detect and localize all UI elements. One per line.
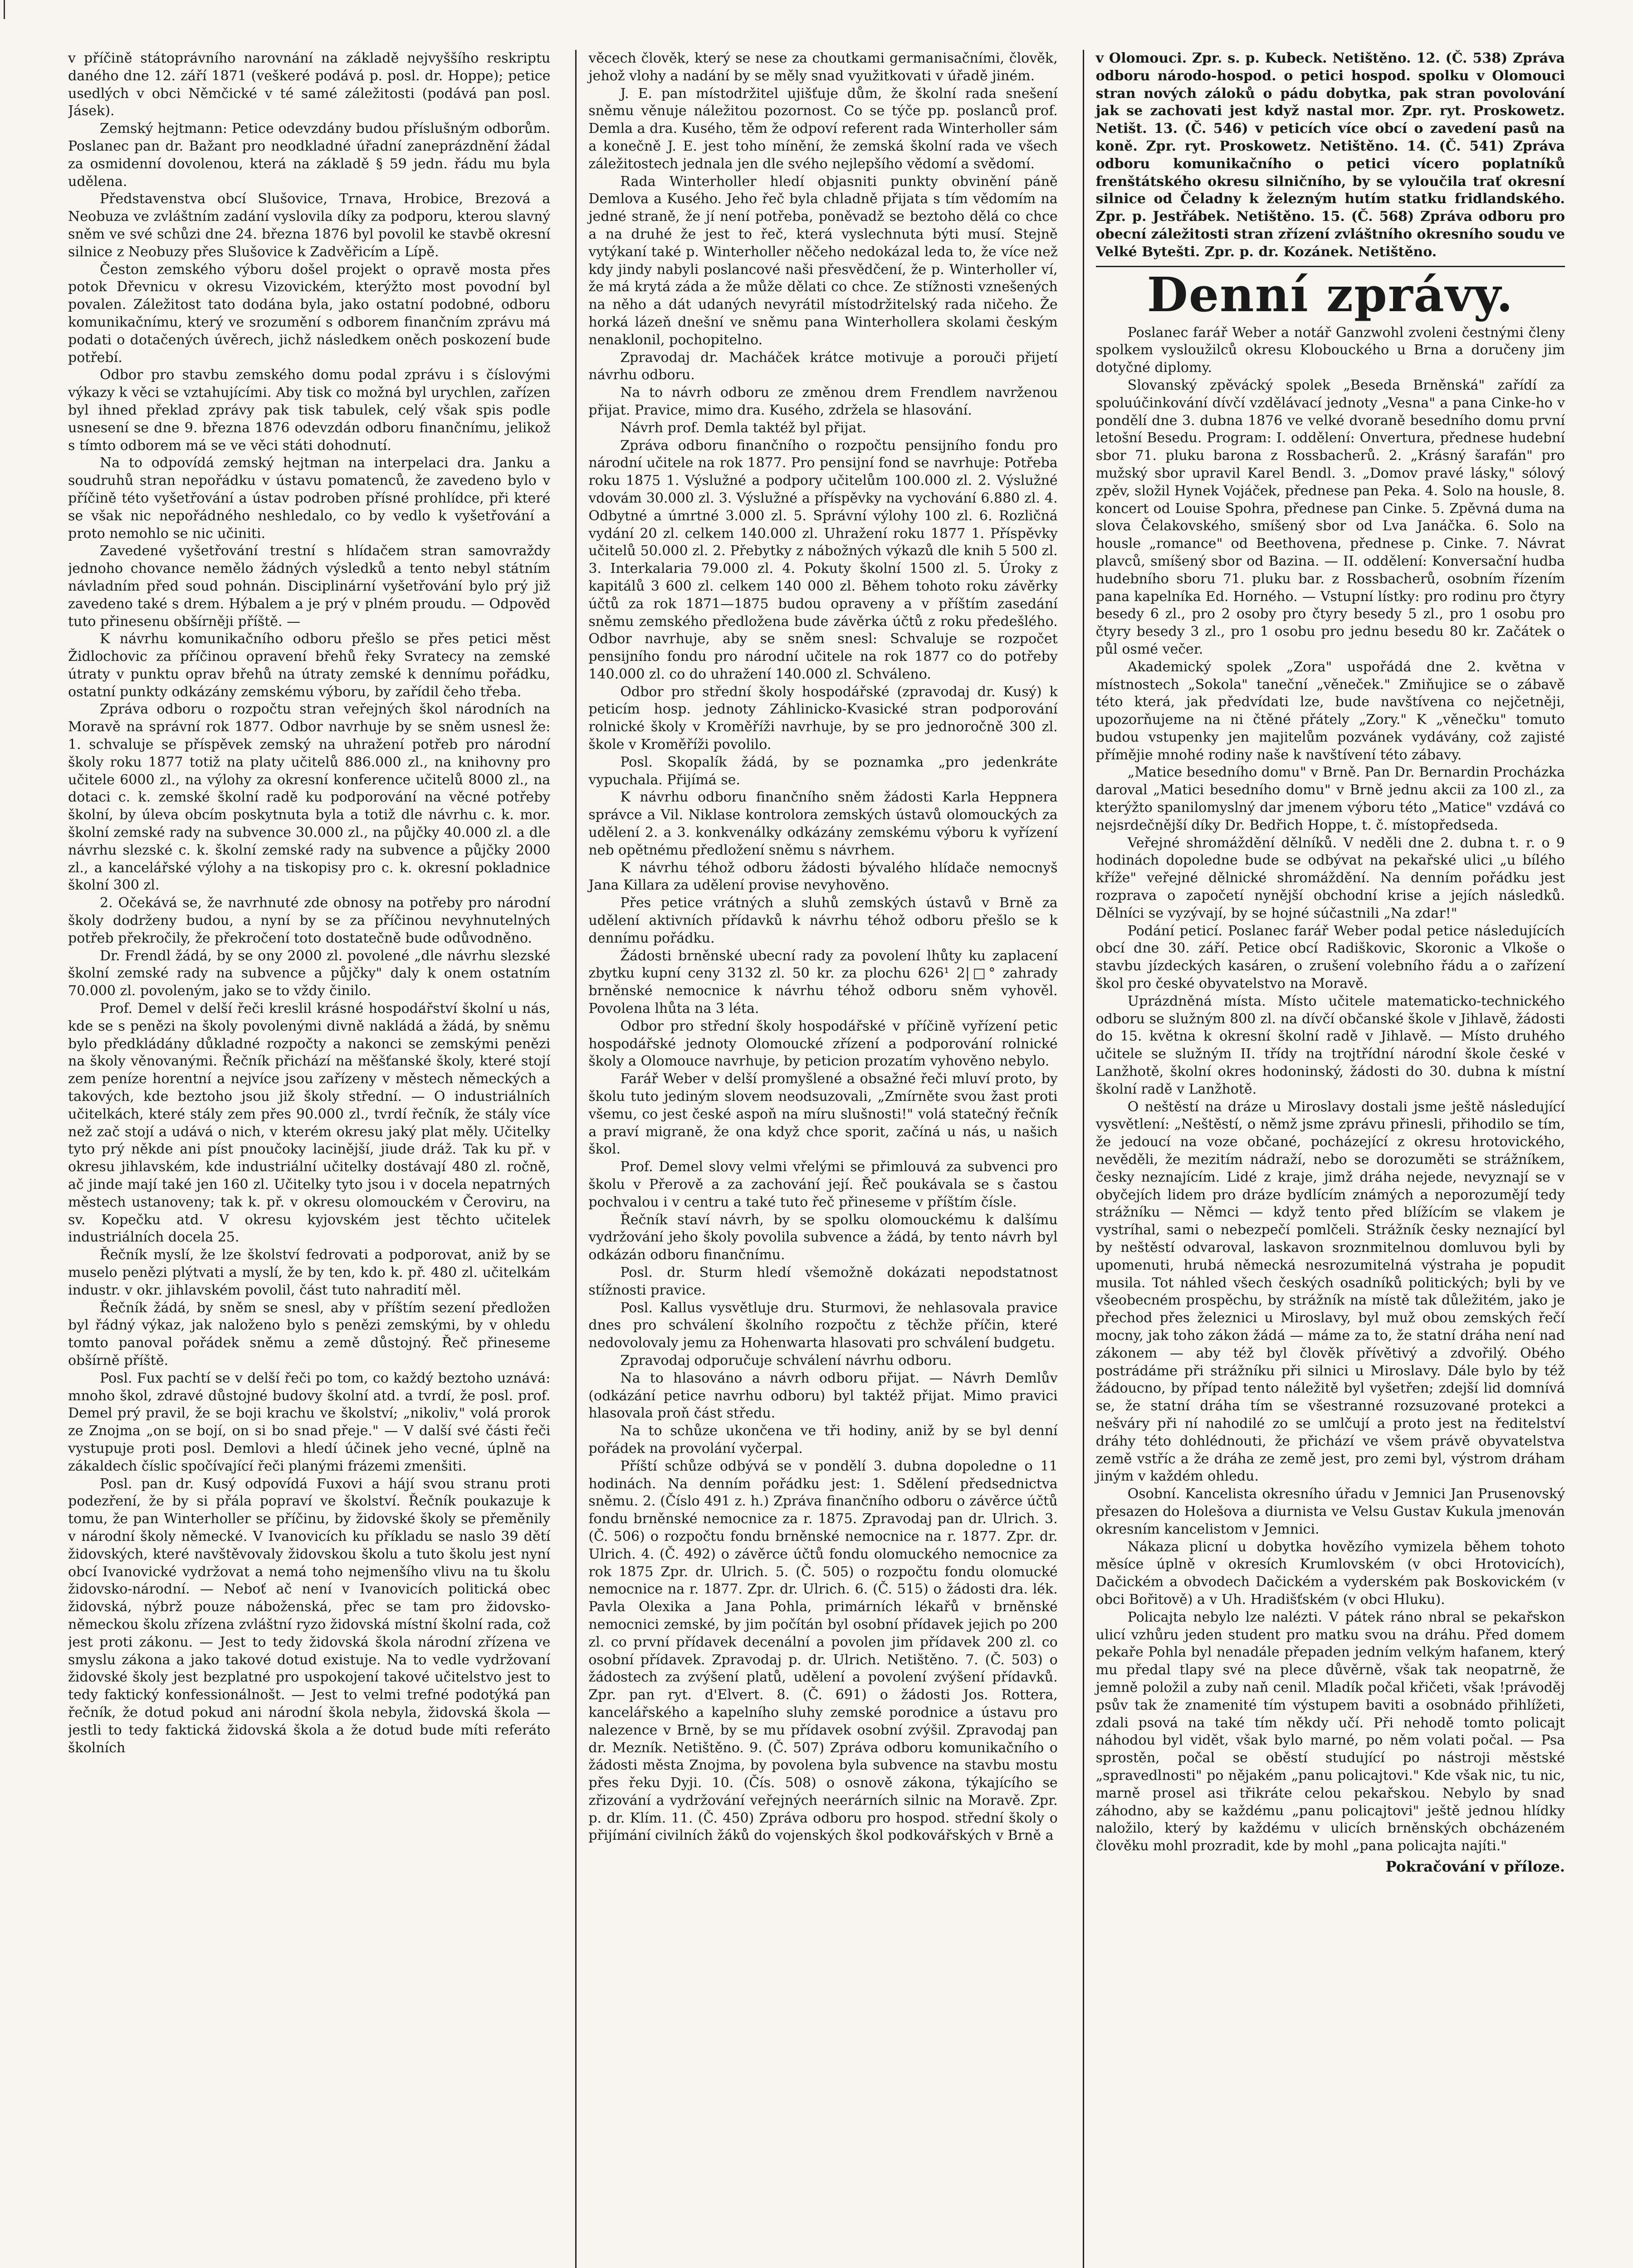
- news-item: Poslanec farář Weber a notář Ganzwohl zvoleni čestnými členy spolkem vysloužilců okresu Klobouckého u Brna a doručeny jim dotyčné diplomy.: [1095, 324, 1565, 376]
- news-item: Akademický spolek „Zora" uspořádá dne 2. května v místnostech „Sokola" taneční „věneček." Zmiňujice se o zábavě této která, jak předvídati lze, bude navštívena co nejčetněji, upozorňujeme na ni čtěné přátely „Zory." K „věnečku" tomuto budou vstupenky jen majitelům pozvánek vydávány, což zajisté přímějie mnohé rodiny naše k navštívení této zábavy.: [1095, 659, 1565, 763]
- paragraph: Česton zemského výboru došel projekt o opravě mosta přes potok Dřevnicu v okresu Vizovickém, kterýžto most povodní byl povalen. Záležitost tato dodána byla, jako ostatní podobné, odboru komunikačnímu, který ve srozumění s odborem finančním zprávu má podati o dotačených úvěrech, jichž následkem oněch poskození bude potřebí.: [68, 261, 551, 366]
- paragraph: K návrhu komunikačního odboru přešlo se přes petici měst Židlochovic za příčinou opravení břehů řeky Svratecy na zemské útraty v punktu oprav břehů na útraty zemské k dennímu pořádku, ostatní punkty odkázány zemskému výboru, by zařídil čeho třeba.: [68, 631, 551, 700]
- paragraph: Zpravodaj dr. Macháček krátce motivuje a porouči přijetí návrhu odboru.: [588, 349, 1058, 383]
- paragraph: Posl. Fux pachtí se v delší řeči po tom, co každý beztoho uznává: mnoho škol, zdravé důstojné budovy školní atd. a tvrdí, že posl. prof. Demel prý pravil, že se boji krachu ve školství; „nikoliv," volá prorok ze Znojma „on se bojí, on si bo snad přeje." — V další své části řeči vystupuje proti posl. Demlovi a hledí účinek jeho vecné, úplně na zákaldech číslic spočívající řeči planými frázemi zmenšiti.: [68, 1370, 551, 1474]
- paragraph: Farář Weber v delší promyšlené a obsažné řeči mluví proto, by školu tuto jediným slovem neodsuzovali, „Zmírněte svou žast proti všemu, co jest české aspoň na míru slušnosti!" volá statečný řečník a praví migraně, že ona když chce sporit, začíná u nás, u našich škol.: [588, 1071, 1058, 1158]
- news-item: „Matice besedního domu" v Brně. Pan Dr. Bernardin Procházka daroval „Matici besedního domu" v Brně jednu akcii za 100 zl., za kterýžto spanilomyslný dar jmenem výboru této „Matice" vzdává co nejsrdečnější díky Dr. Bedřich Hoppe, t. č. místopředseda.: [1095, 764, 1565, 833]
- paragraph: Odbor pro střední školy hospodářské (zpravodaj dr. Kusý) k peticím hosp. jednoty Záhlinicko-Kvasické stran podporování rolnické školy v Kroměříži navrhuje, by se pro jednoročně 300 zl. škole v Kroměříži povolilo.: [588, 684, 1058, 753]
- paragraph: Prof. Demel slovy velmi vřelými se přimlouvá za subvenci pro školu v Přerově a za zachování její. Řeč poukávala se s častou pochvalou i v centru a také tuto řeč přineseme v příštím čísle.: [588, 1159, 1058, 1210]
- section-title: Denní zprávy.: [1147, 266, 1514, 323]
- column-2: [575, 50, 1057, 2268]
- paragraph: Na to návrh odboru ze změnou drem Frendlem navrženou přijat. Pravice, mimo dra. Kusého, zdržela se hlasování.: [588, 385, 1058, 418]
- paragraph: Posl. dr. Sturm hledí všemožně dokázati nepodstatnost stížnosti pravice.: [588, 1264, 1058, 1298]
- paragraph: Zpravodaj odporučuje schválení návrhu odboru.: [620, 1352, 952, 1369]
- paragraph: J. E. pan místodržitel ujišťuje dům, že školní rada snešení sněmu věnuje náležitou pozornost. Co se týče pp. poslanců prof. Demla a dra. Kusého, těm že odpoví referent rada Winterholler sám a konečně J. E. jest toho mínění, že zemská školní rada ve všech záležitostech jednala jen dle svého nejlepšího vědomí a svědomí.: [588, 85, 1058, 172]
- paragraph: Rada Winterholler hledí objasniti punkty obvinění páně Demlova a Kusého. Jeho řeč byla chladně přijata s tím vědomím na jedné straně, že jí není potřeba, poněvadž se beztoho dělá co chce a na druhé že jest to řeč, která vyslechnuta býti musí. Stejně vytýkaní také p. Winterholler něčeho nedokázal leda to, že více než kdy jindy nabyli poslancové naši přesvědčení, že p. Winterholler ví, že má krytá záda a že může dělati co chce. Ze stížnosti vznešených na něho a dát udaných nevyrátil místodržitelský rada ničeho. Že horká lázeň dnešní ve sněmu pana Winterhollera skolami českým nenaklonil, pochopitelno.: [588, 173, 1058, 348]
- paragraph: Na to schůze ukončena ve tři hodiny, aniž by se byl denní pořádek na provolání vyčerpal.: [588, 1423, 1058, 1457]
- column-3: [1083, 50, 1565, 2268]
- paragraph: K návrhu téhož odboru žádosti bývalého hlídače nemocnyš Jana Killara za udělení provise nevyhověno.: [588, 860, 1058, 894]
- news-item: Uprázdněná místa. Místo učitele matematicko-technického odboru se služným 800 zl. na dívčí občanské škole v Jihlavě, žádosti do 15. května k okresní školní radě v Jihlavě. — Místo druhého učitele se služným II. třídy na trojtřídní národní škole české v Lanžhotě, školní okres hodoninský, žádosti do 30. dubna k místní školní radě v Lanžhotě.: [1095, 993, 1565, 1097]
- paragraph: 2. Očekává se, že navrhnuté zde obnosy na potřeby pro národní školy dodrženy budou, a nyní by se za příčinou nevyhnutelných potřeb překročily, že překročení toto dostatečně bude odůvodněno.: [68, 895, 551, 946]
- paragraph: Zemský hejtmann: Petice odevzdány budou příslušným odborům. Poslanec pan dr. Bažant pro neodkladné úřadní zaneprázdnění žádal za osmidenní dovolenou, která na základě § 59 jedn. řádu mu byla udělena.: [68, 121, 551, 190]
- continuation-note: Pokračování v příloze.: [1385, 1857, 1565, 1875]
- paragraph: Posl. Kallus vysvětluje dru. Sturmovi, že nehlasovala pravice dnes pro schválení školního rozpočtu z těchže příčin, které nedovolovaly jemu za Hohenwarta hlasovati pro schválení budgetu.: [588, 1300, 1058, 1351]
- paragraph: Na to odpovídá zemský hejtman na interpelaci dra. Janku a soudruhů stran nepořádku v ústavu pomatenců, že zavedeno bylo v příčině této vyšetřování a ústav podroben přísné prohlídce, při které se však nic nepořádného neshledalo, co by vedlo k vyšetřování a proto nemohlo se nic učiniti.: [68, 455, 551, 542]
- news-item: Nákaza plicní u dobytka hovězího vymizela během tohoto měsíce úplně v okresích Krumlovském (v obci Hrotovicích), Dačickém a obvodech Dačickém a vyderském pak Boskovickém (v obci Bořitově) a v Uh. Hradišťském (v obci Hluku).: [1095, 1539, 1565, 1608]
- news-item: Podání peticí. Poslanec farář Weber podal petice následujících obcí dne 30. září. Petice obcí Radiškovic, Skoronic a Vlkoše o stavbu jízdeckých kasáren, o zrušení volebního řádu a o zařízení škol pro české obyvatelstvo na Moravě.: [1095, 923, 1565, 992]
- paragraph: K návrhu odboru finančního sněm žádosti Karla Heppnera správce a Vil. Niklase kontrolora zemských ústavů olomouckých za udělení 2. a 3. konkvenálky odkázány zemskému výboru k vyřízení neb opětnému předložení sněmu s návrhem.: [588, 789, 1058, 858]
- paragraph: Řečník žádá, by sněm se snesl, aby v příštím sezení předložen byl řádný výkaz, jak naloženo bylo s penězi zemskými, by v ohledu tomto panoval pořádek sněmu a země důstojný. Řeč přineseme obšírně příště.: [68, 1300, 551, 1369]
- column-1: [68, 50, 550, 2268]
- paragraph: Přes petice vrátných a sluhů zemských ústavů v Brně za udělení aktivních přídavků k návrhu téhož odboru přešlo se k dennímu pořádku.: [588, 895, 1058, 946]
- news-item: Veřejné shromáždění dělníků. V neděli dne 2. dubna t. r. o 9 hodinách dopoledne bude se odbývat na pekařské ulici „u bílého kříže" veřejné dělnické shromáždění. Na denním pořádku jest rozprava o započetí nynější obchodní krise a jejích následků. Dělníci se vyzývají, by se hojné súčastnili „Na zdar!": [1095, 835, 1565, 921]
- paragraph: Dr. Frendl žádá, by se ony 2000 zl. povolené „dle návrhu slezské školní zemské rady na subvence a půjčky" daly k onem ostatním 70.000 zl. povoleným, jako se to vždy činilo.: [68, 948, 551, 999]
- paragraph: Zpráva odboru finančního o rozpočtu pensijního fondu pro národní učitele na rok 1877. Pro pensijní fond se navrhuje: Potřeba roku 1875 1. Výslužné a podpory učitelům 100.000 zl. 2. Výslužné vdovám 30.000 zl. 3. Výslužné a příspěvky na vychování 6.880 zl. 4. Odbytné a úmrtné 3.000 zl. 5. Správní výlohy 100 zl. 6. Rozličná vydání 20 zl. celkem 140.000 zl. Uhražení roku 1877 1. Příspěvky učitelů 50.000 zl. 2. Přebytky z nábožných výkazů dle knih 5 500 zl. 3. Interkalaria 79.000 zl. 4. Pokuty školní 1500 zl. 5. Úroky z kapitálů 3 600 zl. celkem 140 000 zl. Během tohoto roku závěrky účtů za rok 1871—1875 budou opraveny a v příštím zasedání sněmu zemského předložena bude závěrka účtů z roku předešlého. Odbor navrhuje, aby se sněm snesl: Schvaluje se rozpočet pensijního fondu pro národní učitele na rok 1877 co do potřeby 140.000 zl. co do uhražení 140.000 zl. Schváleno.: [588, 437, 1058, 682]
- paragraph: Prof. Demel v delší řeči kreslil krásné hospodářství školní u nás, kde se s penězi na školy povolenými divně nakládá a žádá, by sněmu bylo předkládány důkladné rozpočty a nakonci se zemskými penězi na školy věnovanými. Řečník přichází na měšťanské školy, které stojí zem peníze horentní a nejvíce jsou zařízeny v městech německých a takových, kde beztoho jsou již školy střední. — O industriálních učitelkách, které stály zem přes 90.000 zl., tvrdí řečník, že stály více než zač stojí a udává o nich, v kterém okresu jaký plat měly. Učitelky tyto prý někde ani píst pnoučoky lacinější, jiude dráž. Tak ku př. v okresu jihlavském, kde industriální učitelky dostávají 480 zl. ročně, ač jinde mají také jen 160 zl. Učitelky tyto jsou i v docela nepatrných městech ustanoveny; tak k. př. v okresu olomouckém v Čeroviru, na sv. Kopečku atd. V okresu kyjovském jest těchto učitelek industriálních docela 25.: [68, 1001, 551, 1246]
- paragraph: Řečník staví návrh, by se spolku olomouckému k dalšímu vydržování jeho školy povolila subvence a žádá, by tento návrh byl odkázán odboru finančnímu.: [588, 1212, 1058, 1263]
- paragraph: Odbor pro stavbu zemského domu podal zprávu i s číslovými výkazy k věci se vztahujícími. Aby tisk co možná byl urychlen, zařízen byl ihned překlad zprávy pak tisk tabulek, celý však spis podle usnesení se dne 9. března 1876 odevzdán odboru finančnímu, jelikož s tímto odborem má se ve věci státi dohodnutí.: [68, 367, 551, 454]
- paragraph: v příčině státoprávního narovnání na základě nejvyššího reskriptu daného dne 12. září 1871 (veškeré podává p. posl. dr. Hoppe); petice usedlých v obci Němčické v té samé záležitosti (podává pan posl. Jásek).: [68, 50, 551, 119]
- paragraph: Posl. Skopalík žádá, by se poznamka „pro jedenkráte vypuchala. Přijímá se.: [588, 754, 1058, 788]
- paragraph: Zpráva odboru o rozpočtu stran veřejných škol národních na Moravě na správní rok 1877. Odbor navrhuje by se sněm usnesl že: 1. schvaluje se příspěvek zemský na uhražení potřeb pro národní školy roku 1877 totiž na platy učitelů 886.000 zl., na knihovny pro učitele 6000 zl., na výlohy za okresní konference učitelů 8000 zl., na dotaci c. k. zemské školní radě ku podporování na věcné potřeby školní, by úleva obcím poskytnuta byla a totiž dle návrhu c. k. mor. školní zemské rady na subvence 30.000 zl., na půjčky 40.000 zl. a dle návrhu slezské c. k. školní zemské rady na subvence a půjčky 2000 zl., a kancelářské výlohy a na tiskopisy pro c. k. okresní pokladnice školní 300 zl.: [68, 701, 551, 894]
- paragraph: Představenstva obcí Slušovice, Trnava, Hrobice, Brezová a Neobuza ve zvláštním zadání vyslovila díky za podporu, kterou slavný sněm ve své schůzi dne 24. března 1876 byl povolil ke stavbě okresní silnice z Neobuzy přes Slušovice k Zadvěřicím a Lípě.: [68, 191, 551, 260]
- paragraph: Zavedené vyšetřování trestní s hlídačem stran samovraždy jednoho chovance nemělo žádných výsledků a tento nebyl státním návladním před soud pohnán. Disciplinární vyšetřování bylo prý již zavedeno také s drem. Hýbalem a je prý v plném proudu. — Odpověď tuto přinesenu obšírněji příště. —: [68, 543, 551, 630]
- news-item: Osobní. Kancelista okresního úřadu v Jemnici Jan Prusenovský přesazen do Holešova a diurnista ve Velsu Gustav Kukula jmenován okresním kancelistom v Jemnici.: [1095, 1486, 1565, 1537]
- paragraph: Žádosti brněnské ubecní rady za povolení lhůty ku zaplacení zbytku kupní ceny 3132 zl. 50 kr. za plochu 626¹ 2|□° zahrady brněnské nemocnice k návrhu téhož odboru sněm vyhověl. Povolena lhůta na 3 léta.: [588, 948, 1058, 1017]
- paragraph: Posl. pan dr. Kusý odpovídá Fuxovi a hájí svou stranu proti podezření, že by si přála popraví ve školství. Řečník poukazuje k tomu, že pan Winterholler se příčinu, by židovské školy se přeměnily v národní školy německé. V Ivanovicích ku příkladu se naslo 39 dětí židovských, které navštěvovaly židovskou školu a tuto školu jest nyní obcí Ivanovické vydržovat a nemá toho nejmenšího vlivu na tu školu židovsko-národní. — Neboť ač není v Ivanovicích politická obec židovská, nýbrž pouze náboženská, přec se tam pro židovsko-německou školu zřízena zvláštní ryzo židovská místní školní rada, což jest proti zákonu. — Jest to tedy židovská škola národní zřízena ve smyslu zákona a jako takové dotud existuje. Na to vedle vydržovaní židovské školy jest bezplatné pro uspokojení takové učitelstvo jest to tedy faktický konfessionálnošt. — Jest to velmi trefné podotýká pan řečník, že dotud pokud ani národní škola nebyla, židovská škola — jestli to tedy faktická židovská škola a že dotud bude míti referáto školních: [68, 1476, 551, 1756]
- paragraph: Návrh prof. Demla taktéž byl přijat.: [620, 420, 867, 436]
- paragraph: Na to hlasováno a návrh odboru přijat. — Návrh Demlův (odkázání petice navrhu odboru) byl taktéž přijat. Mimo pravici hlasovala proň část středu.: [588, 1370, 1058, 1422]
- news-item: Policajta nebylo lze nalézti. V pátek ráno nbral se pekařskon ulicí vzhůru jeden student pro matku svou na dráhu. Před domem pekaře Pohla byl nenadále přepaden jedním velkým hafanem, který mu předal tlapy své na plece důvěrně, však tak neopatrně, že jemně položil a zuby naň cenil. Mladík počal křičeti, však !právoděj psův tak že znamenité tím výstupem baviti a osobnádo přihlížeti, zdali psová na také tím někdy učí. Při nehodě tomto policajt náhodou byl vidět, však bylo marné, po něm volati počal. — Psa sprostěn, počal se oběstí studující po nástroji městské „spravedlnosti" po nějakém „panu policajtovi." Kde však nic, tu nic, marně prosel asi třikráte celou pekařskou. Nebylo by snad záhodno, aby se každému „panu policajtovi" ještě jednou hlídky naložilo, který by každému v ulicích brněnských obcházeném člověku mohl prozradit, kde by mohl „pana policajta najíti.": [1095, 1609, 1565, 1854]
- page-edge-mark: [4, 0, 5, 19]
- agenda-continuation: v Olomouci. Zpr. s. p. Kubeck. Netištěno. 12. (Č. 538) Zpráva odboru národo-hospod. o petici hospod. spolku v Olomouci stran nových záloků o pádu dobytka, pak stran povolování jak se zachovati jest když nastal mor. Zpr. ryt. Proskowetz. Netišt. 13. (Č. 546) v peticích více obcí o zavedení pasů na koně. Zpr. ryt. Proskowetz. Netištěno. 14. (Č. 541) Zpráva odboru komunikačního o petici vícero poplatníků frenštátského okresu silničního, by se vyloučila trať okresní silnice od Čeladny k železným hutím statku fridlandského. Zpr. p. Jestřábek. Netištěno. 15. (Č. 568) Zpráva odboru pro obecní záležitosti stran zřízení zvláštního okresního soudu ve Velké Bytešti. Zpr. p. dr. Kozánek. Netištěno.: [1095, 50, 1565, 260]
- paragraph: Řečník myslí, že lze školství fedrovati a podporovat, aniž by se muselo penězi plýtvati a myslí, že by ten, kdo k. př. 480 zl. učitelkám industr. v okr. jihlavském povolil, část tuto nahradití měl.: [68, 1247, 551, 1298]
- paragraph: Odbor pro střední školy hospodářské v příčině vyřízení petic hospodářské jednoty Olomoucké zřízení a podporování rolnické školy a Olomouce navrhuje, by peticion prozatím vyhověno nebylo.: [588, 1018, 1058, 1070]
- news-item: O neštěstí na dráze u Miroslavy dostali jsme ještě následující vysvětlení: „Neštěstí, o němž jsme zprávu přinesli, přihodilo se tím, že jedoucí na voze občané, pocházející z okresu hrotovického, nevěděli, že mezitím nádraží, nebo se dorozuměti se strážníkem, česky neznajícím. Lidé z kraje, jimž dráha nejede, nevyznají se v obyčejích lidem pro dráze bydlícím známých a neporozumějí tedy strážníku — Němci — když tento před blížícím se vlakem je vystríhal, sami o nebezpečí pomlčeli. Strážník česky neznající byl by neštěstí odvaroval, laskavon sroznmitelnou domluvou byli by upomenuti, hrubá německá nesrozumitelná výstraha je popudit musila. Tot náhled všech českých osadníků politických; byli by ve všeobecném prospěchu, by strážník na místě tak důležitém, jako je přechod přes železnici u Miroslavy, byl muž obou zemských řečí mocny, jak toho zákon žádá — máme za to, že statní dráha není nad zákonem — aby též byl člověk přívětivý a zdvořilý. Obého postrádáme při strážníku při silnici u Miroslavy. Dále bylo by též žádoucno, by případ tento náležitě byl vyšetřen; zdejší lid domnívá se, že statní dráha tím se všestranné rozsuzované protekci a nešváry při ní nahodilé zo se umlčují a proto jest na ředitelství dráhy této dohlédnouti, že přichází ve všem právě obyvatelstva země vstříc a že dráha ze země jest, pro zemi byl, výstrom dráham jiným v každém ohledu.: [1095, 1099, 1565, 1485]
- paragraph: věcech člověk, který se nese za choutkami germanisačními, člověk, jehož vlohy a nadání by se měly snad využitkovati v úřadě jiném.: [588, 50, 1058, 84]
- news-item: Slovanský zpěvácký spolek „Beseda Brněnská" zařídí za spoluúčinkování dívčí vzdělávací jednoty „Vesna" a pana Cinke-ho v pondělí dne 3. dubna 1876 ve velké dvoraně besedního domu první letošní Besedu. Program: I. oddělení: Onvertura, přednese hudební sbor 71. pluku barona z Rossbacherů. 2. „Krásný šarafán" pro mužský sbor upravil Karel Bendl. 3. „Domov pravé lásky," sólový zpěv, složil Hynek Vojáček, přednese pan Peka. 4. Solo na housle, 8. koncert od Louise Spohra, přednese pan Cinke. 5. Zpěvná duma na slova Čelakovského, smíšený sbor od Lva Janáčka. 6. Solo na housle „romance" od Beethovena, přednese p. Cinke. 7. Návrat plavců, smíšený sbor od Bazina. — II. oddělení: Konversační hudba hudebního sboru 71. pluku bar. z Rossbacherů, osobním řízením pana kapelníka Ed. Horného. — Vstupní lístky: pro rodinu pro čtyry besedy 6 zl., pro 2 osoby pro čtyry besedy 5 zl., pro 1 osobu pro čtyry besedy 3 zl., pro 1 osobu pro jednu besedu 80 kr. Začátek o půl osmé večer.: [1095, 377, 1565, 657]
- paragraph: Příští schůze odbývá se v pondělí 3. dubna dopoledne o 11 hodinách. Na denním pořádku jest: 1. Sdělení předsednictva sněmu. 2. (Číslo 491 z. h.) Zpráva finančního odboru o závěrce účtů fondu brněnské nemocnice za r. 1875. Zpravodaj pan dr. Ulrich. 3. (Č. 506) o rozpočtu fondu brněnské nemocnice na r. 1877. Zpr. dr. Ulrich. 4. (Č. 492) o závěrce účtů fondu olomuckého nemocnice za rok 1875 Zpr. dr. Ulrich. 5. (Č. 505) o rozpočtu fondu olomucké nemocnice na r. 1877. Zpr. dr. Ulrich. 6. (Č. 515) o žádosti dra. lék. Pavla Olexika a Jana Pohla, primárních lékařů v brněnské nemocnici zemské, by jim počítán byl osobní přídavek jejich po 200 zl. co první přídavek decenální a povolen jim přídavek 200 zl. co osobní přídavek. Zpravodaj p. dr. Ulrich. Netištěno. 7. (Č. 503) o žádostech za zvýšení platů, udělení a povolení zvýšení přídavků. Zpr. pan ryt. d'Elvert. 8. (Č. 691) o žádosti Jos. Rottera, kancelářského a kapelního sluhy zemské porodnice a ústavu pro nalezence v Brně, by se mu přídavek osobní zvýšil. Zpravodaj pan dr. Mezník. Netištěno. 9. (Č. 507) Zpráva odboru komunikačního o žádosti města Znojma, by povolena byla subvence na stavbu mostu přes řeku Dyji. 10. (Čís. 508) o osnově zákona, týkajícího se zřizování a vydržování veřejných neerárních silnic na Moravě. Zpr. p. dr. Klím. 11. (Č. 450) Zpráva odboru pro hospod. střední školy o přijímání civilních žáků do vojenských škol podkovářských v Brně a: [588, 1458, 1058, 1844]
- columns: [68, 50, 1565, 2268]
